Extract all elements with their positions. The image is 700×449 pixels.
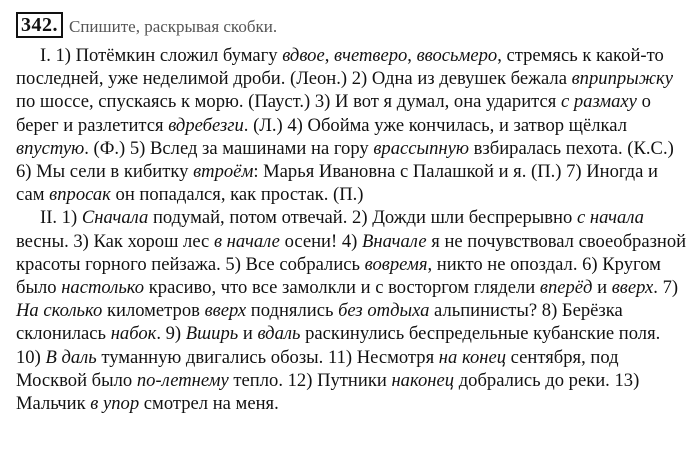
text-run: , стремясь к какой-то последней, уже неделимой дроби. (Леон.) 2) Одна из девушек бежала — [16, 45, 664, 90]
italic-word: вдребезги — [168, 114, 244, 136]
text-run: смотрел на меня. — [139, 393, 279, 415]
exercise-number: 342. — [16, 12, 63, 38]
italic-word: Вначале — [361, 230, 427, 252]
italic-word: вверх — [611, 277, 654, 299]
text-run: по шоссе, спускаясь к морю. (Пауст.) 3) И вот я думал, она ударится — [16, 91, 561, 113]
text-run: , никто не опоздал. 6) Кругом было — [16, 253, 661, 299]
exercise-text — [16, 44, 688, 415]
text-run: взбиралась пехота. (К.С.) 6) Мы сели в кибитку — [16, 137, 674, 183]
italic-word: вперёд — [539, 277, 593, 299]
italic-word: в упор — [90, 393, 140, 415]
italic-word: ввосьмеро — [416, 45, 498, 66]
exercise-header — [16, 8, 688, 38]
italic-word: вовремя — [364, 253, 428, 275]
text-run: о берег и разлетится — [16, 91, 651, 136]
text-run: красиво, что все замолкли и с восторгом глядели — [144, 277, 540, 299]
text-run: I. 1) Потёмкин сложил бумагу — [40, 45, 283, 66]
italic-word: вчетверо — [334, 45, 408, 66]
italic-word: вдвое — [282, 45, 325, 66]
text-run: и — [592, 277, 612, 299]
exercise-instruction: Спишите, раскрывая скобки. — [69, 17, 278, 36]
italic-word: впустую — [16, 137, 85, 159]
text-run: я не почувствовал своеобразной красоты горного пейзажа. 5) Все собрались — [16, 230, 687, 275]
italic-word: наконец — [391, 369, 455, 391]
italic-word: врассыпную — [373, 137, 469, 159]
italic-word: втроём — [193, 161, 254, 183]
italic-word: настолько — [61, 277, 145, 299]
italic-word: без отдыха — [338, 300, 430, 322]
text-run: и — [238, 323, 258, 345]
text-run: II. 1) — [40, 207, 82, 229]
italic-word: на конец — [438, 346, 507, 368]
text-run: , — [407, 45, 417, 66]
text-run: . 7) — [653, 277, 679, 299]
italic-word: вверх — [204, 300, 247, 322]
text-run: : Марья Ивановна с Палашкой и я. (П.) 7) Иногда и сам — [16, 161, 658, 206]
italic-word: набок — [110, 323, 157, 345]
text-run: поднялись — [246, 300, 339, 322]
text-run: . (Ф.) 5) Вслед за машинами на гору — [84, 137, 374, 159]
text-run: туманную двигались обозы. 11) Несмотря — [96, 346, 439, 368]
text-run: , — [324, 45, 334, 66]
paragraph-part-2 — [16, 206, 688, 415]
italic-word: в начале — [213, 230, 280, 252]
italic-word: с начала — [576, 207, 644, 229]
text-run: . 9) — [156, 323, 186, 345]
text-run: сентября, под Москвой было — [16, 346, 619, 391]
text-run: тепло. 12) Путники — [228, 369, 392, 391]
italic-word: по-летнему — [136, 369, 229, 391]
text-run: . (Л.) 4) Обойма уже кончилась, и затвор щёлкал — [243, 114, 627, 136]
italic-word: В даль — [45, 346, 97, 368]
text-run: альпинисты? 8) Берёзка склонилась — [16, 300, 623, 345]
italic-word: вприпрыжку — [571, 68, 674, 90]
italic-word: вдаль — [257, 323, 301, 345]
text-run: он попадался, как простак. (П.) — [110, 184, 364, 206]
italic-word: Сначала — [81, 207, 149, 229]
text-run: добрались до реки. 13) Мальчик — [16, 369, 640, 415]
text-run: километров — [102, 300, 205, 322]
text-run: раскинулись беспредельные кубанские поля. 10) — [16, 323, 661, 368]
text-run: осени! 4) — [279, 230, 362, 252]
italic-word: Вширь — [185, 323, 239, 345]
italic-word: впросак — [49, 184, 111, 206]
text-run: подумай, потом отвечай. 2) Дожди шли беспрерывно — [148, 207, 577, 229]
paragraph-part-1 — [16, 44, 688, 206]
italic-word: На сколько — [16, 300, 103, 322]
text-run: весны. 3) Как хорош лес — [16, 230, 214, 252]
italic-word: с размаху — [560, 91, 637, 113]
